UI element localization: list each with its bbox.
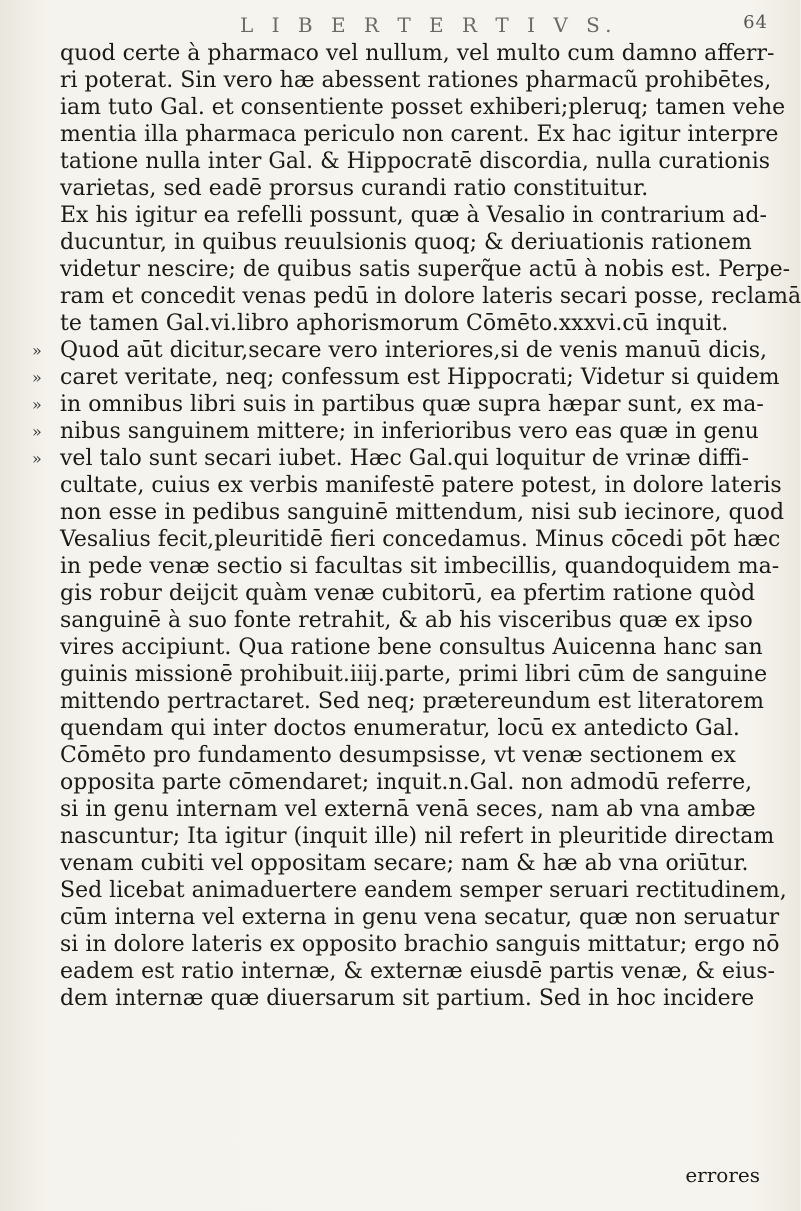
text-line — [50, 904, 780, 931]
line-text: Quod aūt dicitur,secare vero interiores,si de venis manuū dicis, — [60, 338, 767, 363]
line-text: Sed licebat animaduertere eandem semper seruari rectitudinem, — [60, 878, 787, 903]
text-line — [50, 499, 785, 526]
text-line — [50, 580, 765, 607]
quote-mark: » — [32, 368, 42, 387]
text-line — [50, 121, 779, 148]
text-line — [50, 607, 765, 634]
text-line — [50, 958, 775, 985]
line-text: nibus sanguinem mittere; in inferioribus vero eas quæ in genu — [60, 419, 759, 444]
line-text: si in genu internam vel externā venā seces, nam ab vna ambæ — [60, 797, 756, 822]
line-text: videtur nescire; de quibus satis superq̃ue actū à nobis est. Perpe- — [60, 257, 791, 282]
line-text: eadem est ratio internæ, & externæ eiusdē partis venæ, & eius- — [60, 959, 775, 984]
line-text: caret veritate, neq; confessum est Hippocrati; Videtur si quidem — [60, 365, 780, 390]
text-line — [50, 769, 765, 796]
line-text: mentia illa pharmaca periculo non carent. Ex hac igitur interpre — [60, 122, 779, 147]
text-line — [50, 661, 768, 688]
text-line — [50, 877, 787, 904]
line-text: si in dolore lateris ex opposito brachio sanguis mittatur; ergo nō — [60, 932, 780, 957]
line-text: nascuntur; Ita igitur (inquit ille) nil refert in pleuritide directam — [60, 824, 775, 849]
text-line — [50, 472, 782, 499]
text-line — [50, 256, 791, 283]
line-text: Cōmēto pro fundamento desumpsisse, vt venæ sectionem ex — [60, 743, 736, 768]
text-line — [32, 364, 780, 391]
text-line — [50, 796, 765, 823]
text-line — [50, 202, 765, 229]
text-line — [50, 94, 786, 121]
text-line — [32, 445, 765, 472]
text-line — [50, 310, 765, 337]
text-line — [50, 526, 781, 553]
line-text: tatione nulla inter Gal. & Hippocratē discordia, nulla curationis — [60, 149, 771, 174]
text-line — [50, 553, 780, 580]
header-title: L I B E R T E R T I V S. — [240, 13, 618, 37]
line-text: cultate, cuius ex verbis manifestē patere potest, in dolore lateris — [60, 473, 782, 498]
text-line — [50, 175, 765, 202]
text-line — [50, 283, 801, 310]
line-text: iam tuto Gal. et consentiente posset exhiberi;pleruq; tamen vehe — [60, 95, 786, 120]
line-text: cūm interna vel externa in genu vena secatur, quæ non seruatur — [60, 905, 780, 930]
line-text: varietas, sed eadē prorsus curandi ratio constituitur. — [60, 176, 649, 201]
body-text — [32, 40, 801, 1012]
line-text: guinis missionē prohibuit.iiij.parte, primi libri cūm de sanguine — [60, 662, 768, 687]
text-line — [50, 634, 765, 661]
text-line — [50, 985, 765, 1012]
running-header — [240, 10, 768, 40]
line-text: sanguinē à suo fonte retrahit, & ab his visceribus quæ ex ipso — [60, 608, 753, 633]
line-text: in pede venæ sectio si facultas sit imbecillis, quandoquidem ma- — [60, 554, 780, 579]
catchword: errores — [685, 1163, 760, 1187]
text-line — [50, 688, 765, 715]
page-number: 64 — [743, 12, 768, 33]
quote-mark: » — [32, 422, 42, 441]
text-line — [50, 40, 775, 67]
line-text: non esse in pedibus sanguinē mittendum, nisi sub iecinore, quod — [60, 500, 785, 525]
line-text: opposita parte cōmendaret; inquit.n.Gal. non admodū referre, — [60, 770, 753, 795]
line-text: quod certe à pharmaco vel nullum, vel multo cum damno afferr- — [60, 41, 775, 66]
text-line — [50, 715, 765, 742]
line-text: mittendo pertractaret. Sed neq; prætereundum est literatorem — [60, 689, 764, 714]
text-line — [50, 148, 771, 175]
line-text: ri poterat. Sin vero hæ abessent rationes pharmacũ prohibētes, — [60, 68, 772, 93]
line-text: venam cubiti vel oppositam secare; nam & hæ ab vna oriūtur. — [60, 851, 749, 876]
line-text: te tamen Gal.vi.libro aphorismorum Cōmēto.xxxvi.cū inquit. — [60, 311, 729, 336]
line-text: dem internæ quæ diuersarum sit partium. Sed in hoc incidere — [60, 986, 755, 1011]
line-text: vel talo sunt secari iubet. Hæc Gal.qui loquitur de vrinæ diffi- — [60, 446, 750, 471]
line-text: quendam qui inter doctos enumeratur, locū ex antedicto Gal. — [60, 716, 740, 741]
quote-mark: » — [32, 395, 42, 414]
quote-mark: » — [32, 449, 42, 468]
text-line — [32, 391, 765, 418]
line-text: ram et concedit venas pedū in dolore lateris secari posse, reclamā — [60, 284, 801, 309]
text-line — [50, 229, 765, 256]
line-text: Ex his igitur ea refelli possunt, quæ à Vesalio in contrarium ad- — [60, 203, 767, 228]
line-text: vires accipiunt. Qua ratione bene consultus Auicenna hanc san — [60, 635, 763, 660]
text-line — [50, 850, 765, 877]
quote-mark: » — [32, 341, 42, 360]
line-text: Vesalius fecit,pleuritidē fieri concedamus. Minus cōcedi pōt hæc — [60, 527, 781, 552]
line-text: gis robur deijcit quàm venæ cubitorū, ea pfertim ratione quòd — [60, 581, 756, 606]
line-text: in omnibus libri suis in partibus quæ supra hæpar sunt, ex ma- — [60, 392, 764, 417]
line-text: ducuntur, in quibus reuulsionis quoq; & deriuationis rationem — [60, 230, 752, 255]
text-line — [50, 823, 775, 850]
text-line — [50, 742, 765, 769]
text-line — [50, 67, 772, 94]
text-line — [32, 337, 767, 364]
text-line — [32, 418, 765, 445]
text-line — [50, 931, 780, 958]
